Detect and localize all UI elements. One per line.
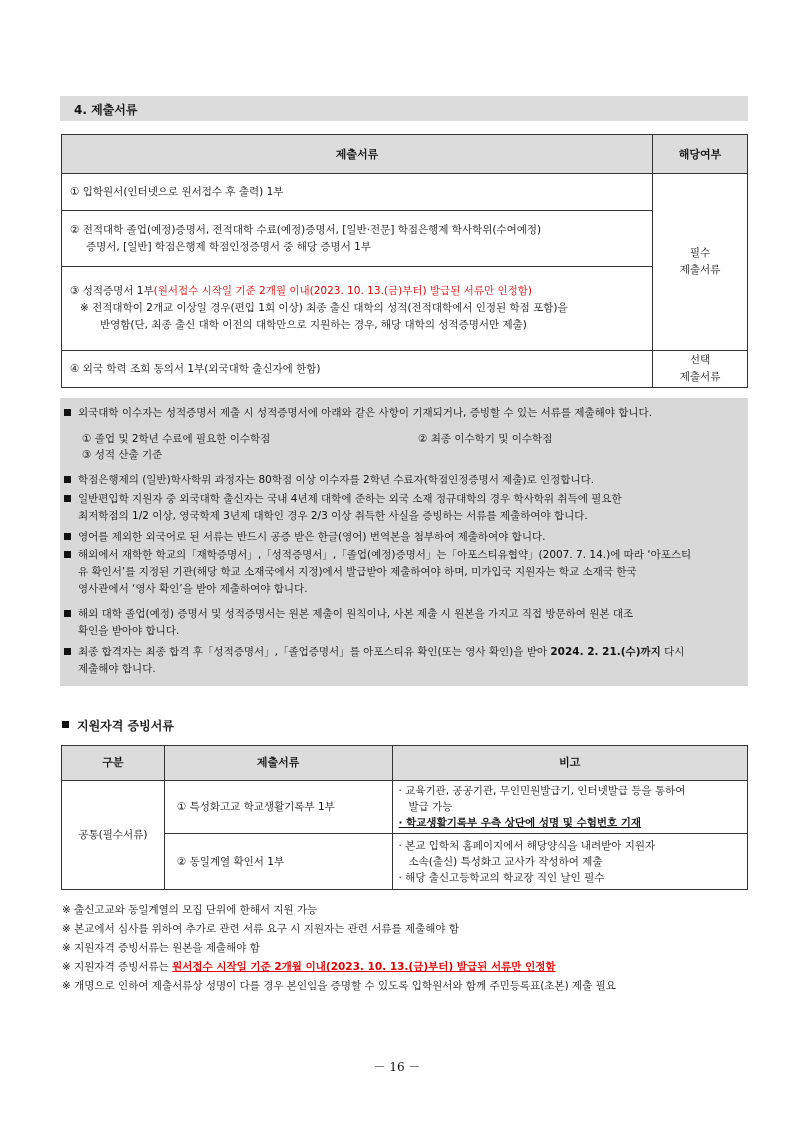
footnote-highlight: 원서접수 시작일 기준 2개월 이내(2023. 10. 13.(금)부터) 발급된 서류만 인정함	[172, 961, 556, 973]
section-header	[60, 96, 748, 121]
qualification-heading-text: 지원자격 증빙서류	[77, 719, 174, 733]
category-required-line1: 필수	[689, 247, 711, 259]
note-item: 최종 합격자는 최종 합격 후「성적증명서」,「졸업증명서」를 아포스티유 확인(또는 영사 확인)을 받아 2024. 2. 21.(수)까지 다시 제출해야 합니다.	[64, 644, 740, 678]
bullet-icon	[64, 648, 71, 655]
bullet-icon	[64, 610, 71, 617]
note-item: 해외에서 재학한 학교의「재학증명서」,「성적증명서」,「졸업(예정)증명서」는「아포스티유협약」(2007. 7. 14.)에 따라 ‘아포스티 유 확인서’를 지정된 기관(해당 학교 소재국에서 지정)에서 발급받아 제출하여야 하며, 미가입국 지원자는 학교 소재국 한국 영사관에서 ‘영사 확인’을 받아 제출하여야 합니다.	[64, 547, 740, 598]
doc-item-3	[62, 267, 653, 351]
documents-table	[61, 134, 748, 388]
table-row	[62, 174, 748, 211]
table-row	[62, 351, 748, 388]
table-row	[62, 781, 748, 834]
header-category: 구분	[62, 746, 165, 781]
doc-item-3-highlight: (원서접수 시작일 기준 2개월 이내(2023. 10. 13.(금)부터) 발급된 서류만 인정함)	[153, 285, 532, 297]
note-item: 학점은행제의 (일반)학사학위 과정자는 80학점 이상 이수자를 2학년 수료자(학점인정증명서 제출)로 인정합니다.	[64, 472, 740, 489]
header-applicability: 해당여부	[653, 135, 748, 174]
category-optional	[653, 351, 748, 388]
bullet-icon	[64, 476, 71, 483]
qual-remarks-2: · 본교 입학처 홈페이지에서 해당양식을 내려받아 지원자 소속(출신) 특성화고 교사가 작성하여 제출 · 해당 출신고등학교의 학교장 직인 날인 필수	[392, 834, 748, 890]
table-header-row	[62, 746, 748, 781]
doc-item-2	[62, 211, 653, 267]
bullet-icon	[64, 495, 71, 502]
table-row	[62, 267, 748, 351]
note-sub-item: ② 최종 이수학기 및 이수학점	[418, 433, 553, 445]
header-document: 제출서류	[164, 746, 392, 781]
note-item: 일반편입학 지원자 중 외국대학 출신자는 국내 4년제 대학에 준하는 외국 소재 정규대학의 경우 학사학위 취득에 필요한 최저학점의 1/2 이상, 영국학제 3년제 대학인 경우 2/3 이상 취득한 사실을 증빙하는 서류를 제출하여야 합니다.	[64, 491, 740, 525]
doc-item-4	[62, 351, 653, 388]
category-required-line2: 제출서류	[679, 264, 721, 276]
header-remarks: 비고	[392, 746, 748, 781]
note-item: 외국대학 이수자는 성적증명서 제출 시 성적증명서에 아래와 같은 사항이 기재되거나, 증빙할 수 있는 서류를 제출해야 합니다.	[64, 405, 740, 422]
qualification-heading	[62, 717, 174, 734]
page-number: － 16 －	[373, 1060, 421, 1074]
table-row	[62, 834, 748, 890]
doc-item-3-prefix: ③ 성적증명서 1부	[70, 285, 154, 297]
table-header-row	[62, 135, 748, 174]
note-sub-item: ① 졸업 및 2학년 수료에 필요한 이수학점	[82, 433, 271, 445]
deadline-date: 2024. 2. 21.(수)까지	[550, 646, 661, 658]
doc-item-2-line1: ② 전적대학 졸업(예정)증명서, 전적대학 수료(예정)증명서, [일반·전문] 학점은행제 학사학위(수여예정)	[70, 223, 542, 236]
category-optional-line2: 제출서류	[679, 371, 721, 383]
footnote: ※ 개명으로 인하여 제출서류상 성명이 다를 경우 본인임을 증명할 수 있도록 입학원서와 함께 주민등록표(초본) 제출 필요	[62, 980, 616, 992]
header-documents: 제출서류	[62, 135, 653, 174]
doc-item-1-text: ① 입학원서(인터넷으로 원서접수 후 출력) 1부	[70, 185, 284, 198]
doc-item-1	[62, 174, 653, 211]
category-required	[653, 174, 748, 351]
table-row	[62, 211, 748, 267]
note-sub-item: ③ 성적 산출 기준	[82, 449, 163, 461]
footnote: ※ 본교에서 심사를 위하여 추가로 관련 서류 요구 시 지원자는 관련 서류를 제출해야 함	[62, 923, 460, 935]
doc-item-3-note2: 반영함(단, 최종 출신 대학 이전의 대학만으로 지원하는 경우, 해당 대학의 성적증명서만 제출)	[100, 319, 527, 331]
footnote: ※ 지원자격 증빙서류는 원본을 제출해야 함	[62, 942, 260, 954]
footnote: ※ 지원자격 증빙서류는 원서접수 시작일 기준 2개월 이내(2023. 10. 13.(금)부터) 발급된 서류만 인정함	[62, 961, 556, 973]
bullet-icon	[64, 551, 71, 558]
bullet-icon	[64, 409, 71, 416]
note-item: 영어를 제외한 외국어로 된 서류는 반드시 공증 받은 한글(영어) 번역본을 첨부하여 제출하여야 합니다.	[64, 529, 740, 546]
qual-remarks-1: · 교육기관, 공공기관, 무인민원발급기, 인터넷발급 등을 통하여 발급 가능 · 학교생활기록부 우측 상단에 성명 및 수험번호 기재	[392, 781, 748, 834]
category-optional-line1: 선택	[689, 354, 711, 366]
qualification-table	[61, 745, 748, 890]
qual-category: 공통(필수서류)	[62, 781, 165, 890]
doc-item-2-line2: 증명서, [일반] 학점은행제 학점인정증명서 중 해당 증명서 1부	[86, 240, 372, 253]
doc-item-3-note1: ※ 전적대학이 2개교 이상일 경우(편입 1회 이상) 최종 출신 대학의 성적(전적대학에서 인정된 학점 포함)을	[80, 302, 568, 314]
bullet-icon	[62, 721, 69, 728]
qual-doc-1: ① 특성화고교 학교생활기록부 1부	[164, 781, 392, 834]
qual-doc-2: ② 동일계열 확인서 1부	[164, 834, 392, 890]
note-item: 해외 대학 졸업(예정) 증명서 및 성적증명서는 원본 제출이 원칙이나, 사본 제출 시 원본을 가지고 직접 방문하여 원본 대조 확인을 받아야 합니다.	[64, 606, 740, 640]
footnote: ※ 출신고교와 동일계열의 모집 단위에 한해서 지원 가능	[62, 904, 318, 916]
section-title: 4. 제출서류	[74, 103, 138, 117]
doc-item-4-text: ④ 외국 학력 조회 동의서 1부(외국대학 출신자에 한함)	[70, 362, 321, 375]
bullet-icon	[64, 533, 71, 540]
